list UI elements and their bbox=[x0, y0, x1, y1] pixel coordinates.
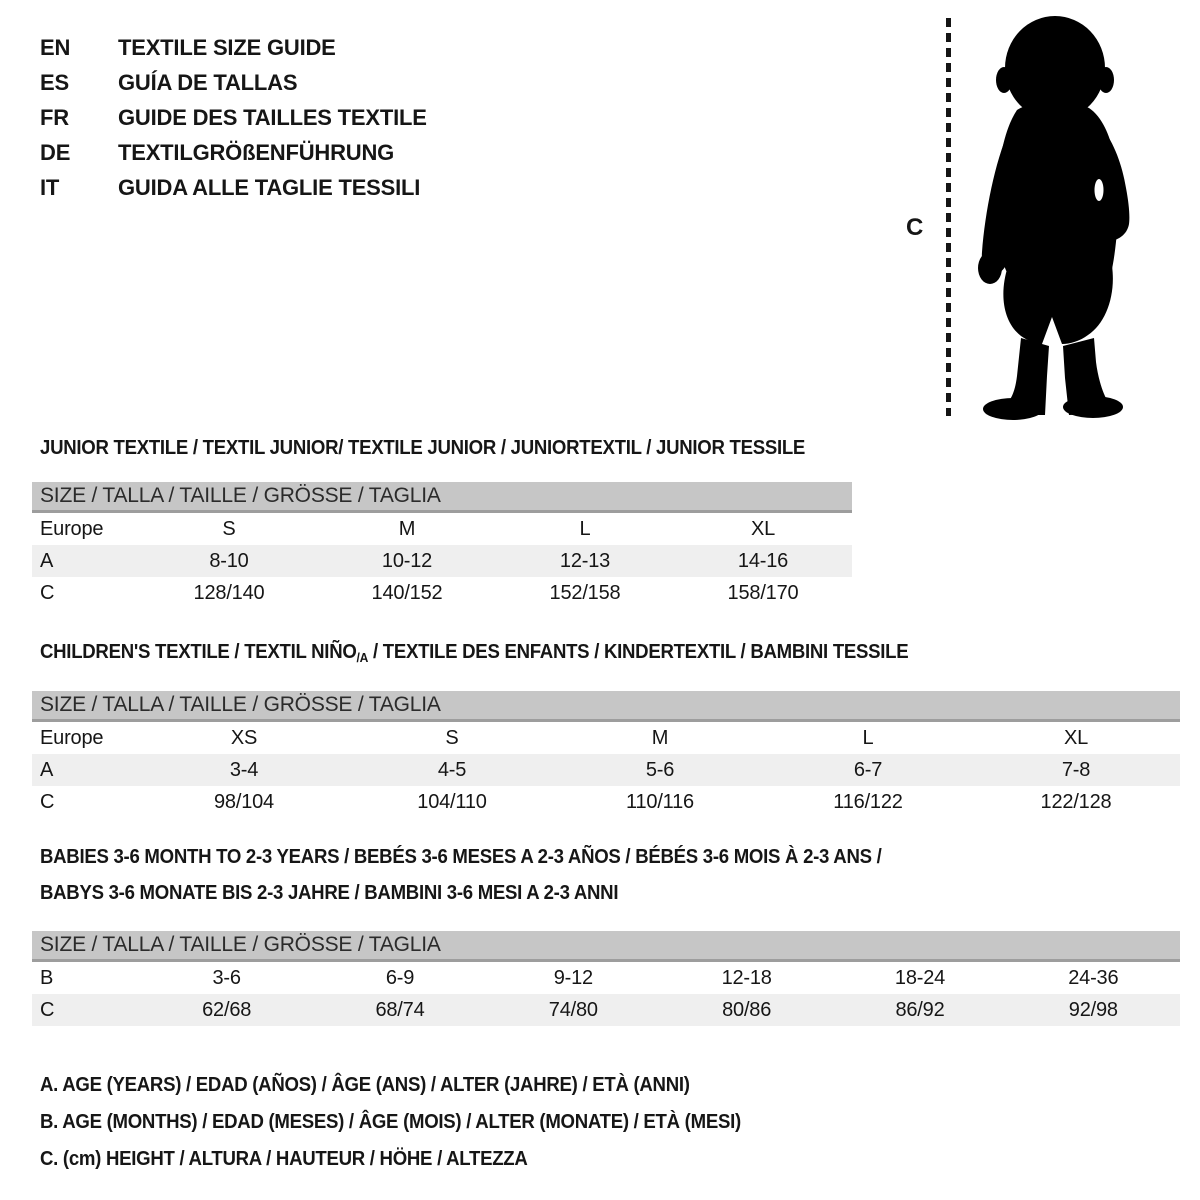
cell: 14-16 bbox=[737, 549, 789, 572]
language-code: ES bbox=[40, 69, 69, 95]
language-list bbox=[40, 30, 427, 205]
language-row-es bbox=[40, 65, 427, 100]
title-subscript: /A bbox=[356, 650, 369, 665]
cell: 68/74 bbox=[375, 998, 425, 1021]
title-part: / TEXTILE DES ENFANTS / KINDERTEXTIL / BAMBINI TESSILE bbox=[368, 641, 909, 663]
table-row-b bbox=[32, 962, 1180, 994]
legend-line-b bbox=[40, 1104, 794, 1141]
size-header-text: SIZE / TALLA / TAILLE / GRÖSSE / TAGLIA bbox=[40, 933, 441, 956]
language-label: GUIDA ALLE TAGLIE TESSILI bbox=[118, 174, 421, 200]
children-section-title-text bbox=[40, 640, 908, 666]
babies-size-table bbox=[32, 931, 1180, 1026]
cell: XL bbox=[1063, 726, 1089, 749]
junior-section-title-text: JUNIOR TEXTILE / TEXTIL JUNIOR/ TEXTILE JUNIOR / JUNIORTEXTIL / JUNIOR TESSILE bbox=[40, 437, 806, 459]
language-code: DE bbox=[40, 139, 71, 165]
cell: L bbox=[862, 726, 874, 749]
legend-text: B. AGE (MONTHS) / EDAD (MESES) / ÂGE (MOIS) / ALTER (MONATE) / ETÀ (MESI) bbox=[40, 1111, 741, 1133]
cell: 24-36 bbox=[1068, 966, 1119, 989]
babies-size-header-bar bbox=[32, 931, 1180, 962]
cell: 18-24 bbox=[894, 966, 946, 989]
language-row-en bbox=[40, 30, 427, 65]
table-row-c bbox=[32, 786, 1180, 818]
cell: 110/116 bbox=[626, 790, 694, 813]
language-row-fr bbox=[40, 100, 427, 135]
cell: M bbox=[651, 726, 669, 749]
language-label: TEXTILGRÖßENFÜHRUNG bbox=[118, 139, 395, 165]
language-label: GUIDE DES TAILLES TEXTILE bbox=[118, 104, 427, 130]
cell: 8-10 bbox=[209, 549, 249, 572]
size-header-text: SIZE / TALLA / TAILLE / GRÖSSE / TAGLIA bbox=[40, 484, 441, 507]
language-row-it bbox=[40, 170, 427, 205]
size-header-text: SIZE / TALLA / TAILLE / GRÖSSE / TAGLIA bbox=[40, 693, 441, 716]
legend-line-a bbox=[40, 1067, 794, 1104]
table-row-c bbox=[32, 994, 1180, 1026]
cell: 6-7 bbox=[853, 758, 883, 781]
babies-title-text-line1: BABIES 3-6 MONTH TO 2-3 YEARS / BEBÉS 3-6 MESES A 2-3 AÑOS / BÉBÉS 3-6 MOIS À 2-3 ANS / bbox=[40, 846, 882, 868]
row-label: B bbox=[40, 966, 54, 989]
cell: XS bbox=[230, 726, 258, 749]
row-label: C bbox=[40, 998, 55, 1021]
height-measure-label: C bbox=[906, 214, 924, 241]
row-label: C bbox=[40, 581, 55, 604]
language-code: EN bbox=[40, 34, 71, 60]
cell: 152/158 bbox=[549, 581, 621, 604]
cell: S bbox=[445, 726, 459, 749]
cell: 128/140 bbox=[193, 581, 265, 604]
cell: XL bbox=[750, 517, 776, 540]
measurement-legend bbox=[40, 1067, 794, 1178]
cell: 9-12 bbox=[553, 966, 593, 989]
legend-text: C. (cm) HEIGHT / ALTURA / HAUTEUR / HÖHE / ALTEZZA bbox=[40, 1148, 528, 1170]
language-row-de bbox=[40, 135, 427, 170]
cell: 116/122 bbox=[833, 790, 903, 813]
children-size-table bbox=[32, 691, 1180, 818]
table-row-europe bbox=[32, 722, 1180, 754]
table-row-europe bbox=[32, 513, 852, 545]
cell: 140/152 bbox=[371, 581, 443, 604]
height-measure-dashed-line bbox=[946, 18, 951, 416]
children-section-title bbox=[40, 640, 974, 664]
cell: 5-6 bbox=[645, 758, 675, 781]
cell: 80/86 bbox=[722, 998, 772, 1021]
legend-line-c bbox=[40, 1141, 794, 1178]
table-row-a bbox=[32, 545, 852, 577]
toddler-silhouette-icon bbox=[963, 14, 1135, 420]
cell: 98/104 bbox=[214, 790, 274, 813]
children-size-header-bar bbox=[32, 691, 1180, 722]
legend-text: A. AGE (YEARS) / EDAD (AÑOS) / ÂGE (ANS) / ALTER (JAHRE) / ETÀ (ANNI) bbox=[40, 1074, 690, 1096]
cell: 86/92 bbox=[895, 998, 945, 1021]
cell: 104/110 bbox=[417, 790, 487, 813]
language-code: IT bbox=[40, 174, 60, 200]
junior-size-header-bar bbox=[32, 482, 852, 513]
cell: 74/80 bbox=[548, 998, 598, 1021]
cell: 4-5 bbox=[437, 758, 467, 781]
cell: 122/128 bbox=[1040, 790, 1112, 813]
babies-section-title-line2 bbox=[40, 881, 662, 905]
table-row-c bbox=[32, 577, 852, 609]
row-label: A bbox=[40, 549, 54, 572]
cell: 158/170 bbox=[727, 581, 799, 604]
cell: M bbox=[398, 517, 416, 540]
cell: L bbox=[579, 517, 591, 540]
cell: 62/68 bbox=[202, 998, 252, 1021]
cell: 7-8 bbox=[1061, 758, 1091, 781]
language-label: GUÍA DE TALLAS bbox=[118, 69, 298, 95]
babies-title-text-line2: BABYS 3-6 MONATE BIS 2-3 JAHRE / BAMBINI 3-6 MESI A 2-3 ANNI bbox=[40, 882, 619, 904]
cell: 10-12 bbox=[381, 549, 433, 572]
babies-section-title-line1 bbox=[40, 845, 945, 869]
cell: 6-9 bbox=[385, 966, 415, 989]
table-row-a bbox=[32, 754, 1180, 786]
junior-section-title bbox=[40, 436, 863, 460]
cell: 3-6 bbox=[212, 966, 241, 989]
cell: 12-13 bbox=[559, 549, 611, 572]
cell: S bbox=[222, 517, 236, 540]
row-label: A bbox=[40, 758, 54, 781]
cell: 92/98 bbox=[1068, 998, 1118, 1021]
language-label: TEXTILE SIZE GUIDE bbox=[118, 34, 336, 60]
cell: 12-18 bbox=[721, 966, 772, 989]
junior-size-table bbox=[32, 482, 852, 609]
title-part: CHILDREN'S TEXTILE / TEXTIL NIÑO bbox=[40, 641, 357, 663]
language-code: FR bbox=[40, 104, 69, 130]
row-label: Europe bbox=[40, 517, 104, 540]
row-label: C bbox=[40, 790, 55, 813]
row-label: Europe bbox=[40, 726, 104, 749]
cell: 3-4 bbox=[229, 758, 259, 781]
